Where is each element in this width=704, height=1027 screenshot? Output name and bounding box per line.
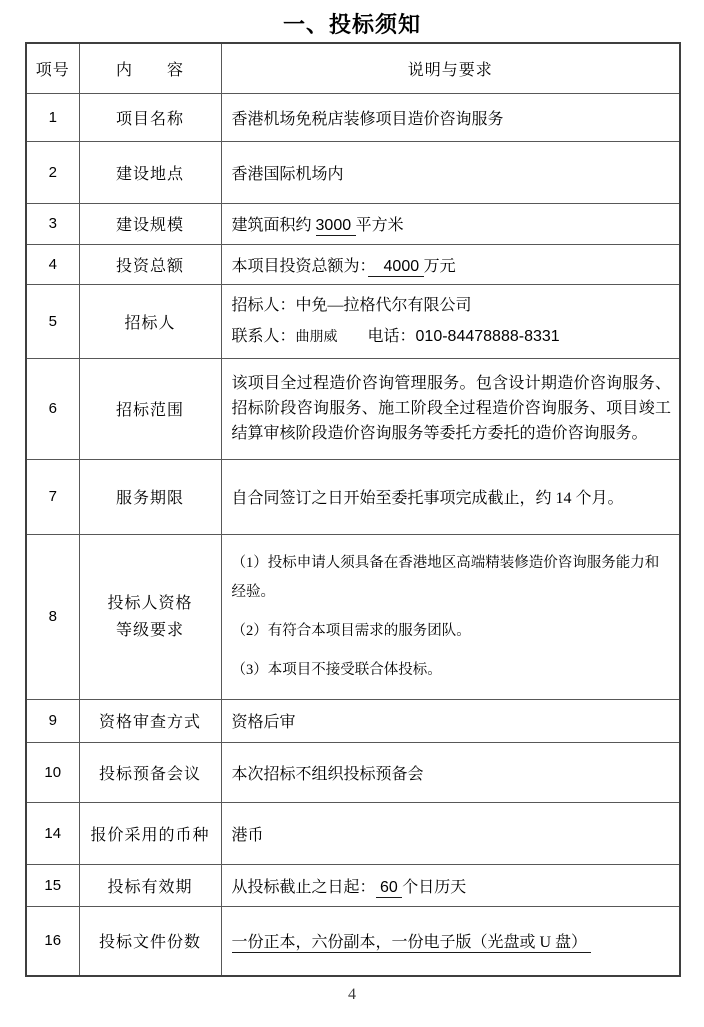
row-desc: 自合同签订之日开始至委托事项完成截止，约 14 个月。 <box>221 459 680 534</box>
desc-text: 建筑面积约 <box>231 217 316 234</box>
header-item-no: 项号 <box>26 43 79 93</box>
table-row <box>26 459 680 534</box>
qualification-point: （3）本项目不接受联合体投标。 <box>231 661 442 678</box>
row-no: 5 <box>26 284 79 358</box>
page-number: 4 <box>348 986 356 1003</box>
contact-line <box>232 321 672 353</box>
desc-text: 万元 <box>423 257 456 275</box>
tenderee-line: 招标人：中免—拉格代尔有限公司 <box>231 296 472 314</box>
row-item-label: 投资总额 <box>79 244 221 284</box>
row-desc: 资格后审 <box>221 699 680 742</box>
table-row <box>26 244 680 284</box>
page-title: 一、投标须知 <box>282 12 421 37</box>
table-row <box>26 742 680 802</box>
row-item-label <box>79 534 221 699</box>
table-row <box>26 864 680 906</box>
row-no: 1 <box>26 93 79 141</box>
table-row <box>26 699 680 742</box>
table-row <box>26 141 680 203</box>
row-item-label: 建设规模 <box>79 203 221 244</box>
row-no: 6 <box>26 358 79 459</box>
table-row <box>26 203 680 244</box>
row-desc: 该项目全过程造价咨询管理服务。包含设计期造价咨询服务、招标阶段咨询服务、施工阶段全过程造价咨询服务、项目竣工结算审核阶段造价咨询服务等委托方委托的造价咨询服务。 <box>221 358 680 459</box>
row-item-label: 项目名称 <box>79 93 221 141</box>
row-desc: 本次招标不组织投标预备会 <box>221 742 680 802</box>
row-desc: 港币 <box>221 802 680 864</box>
table-row <box>26 534 680 699</box>
header-content: 内 容 <box>79 43 221 93</box>
row-no: 16 <box>26 906 79 976</box>
desc-text: 平方米 <box>355 217 404 234</box>
fill-in-value: 一份正本，六份副本，一份电子版（光盘或 U 盘） <box>231 934 592 952</box>
row-item-label: 招标人 <box>79 284 221 358</box>
fill-in-value: 60 <box>375 878 403 896</box>
fill-in-value: 3000 <box>315 217 356 234</box>
row-desc <box>221 284 680 358</box>
row-no: 14 <box>26 802 79 864</box>
contact-name: 曲朋威 <box>295 329 338 345</box>
table-header-row <box>26 43 680 93</box>
table-row <box>26 284 680 358</box>
table-row <box>26 802 680 864</box>
qualification-point: （1）投标申请人须具备在香港地区高端精装修造价咨询服务能力和经验。 <box>231 554 660 600</box>
desc-text: 从投标截止之日起： <box>231 878 376 896</box>
row-no: 9 <box>26 699 79 742</box>
row-desc: 香港国际机场内 <box>221 141 680 203</box>
phone-label: 电话： <box>367 327 416 345</box>
contact-label: 联系人： <box>231 327 296 345</box>
row-desc <box>221 906 680 976</box>
row-no: 10 <box>26 742 79 802</box>
row-desc <box>221 534 680 699</box>
fill-in-value: 4000 <box>367 257 424 275</box>
row-item-label: 报价采用的币种 <box>79 802 221 864</box>
row-item-label: 建设地点 <box>79 141 221 203</box>
row-item-label: 招标范围 <box>79 358 221 459</box>
bid-notice-table <box>25 42 681 977</box>
item-label-line: 投标人资格 <box>107 594 193 612</box>
row-no: 8 <box>26 534 79 699</box>
row-no: 15 <box>26 864 79 906</box>
table-row <box>26 358 680 459</box>
qualification-point: （2）有符合本项目需求的服务团队。 <box>231 622 471 639</box>
row-desc <box>221 244 680 284</box>
row-item-label: 投标文件份数 <box>79 906 221 976</box>
row-desc <box>221 203 680 244</box>
table-row <box>26 93 680 141</box>
desc-text: 个日历天 <box>402 878 467 896</box>
row-no: 2 <box>26 141 79 203</box>
header-description: 说明与要求 <box>221 43 680 93</box>
row-no: 7 <box>26 459 79 534</box>
phone-number: 010-84478888-8331 <box>415 327 560 345</box>
row-desc: 香港机场免税店装修项目造价咨询服务 <box>221 93 680 141</box>
row-desc <box>221 864 680 906</box>
row-no: 4 <box>26 244 79 284</box>
row-item-label: 投标有效期 <box>79 864 221 906</box>
table-row <box>26 906 680 976</box>
row-no: 3 <box>26 203 79 244</box>
row-item-label: 投标预备会议 <box>79 742 221 802</box>
row-item-label: 服务期限 <box>79 459 221 534</box>
item-label-line: 等级要求 <box>115 621 184 639</box>
desc-text: 本项目投资总额为： <box>231 257 368 275</box>
row-item-label: 资格审查方式 <box>79 699 221 742</box>
